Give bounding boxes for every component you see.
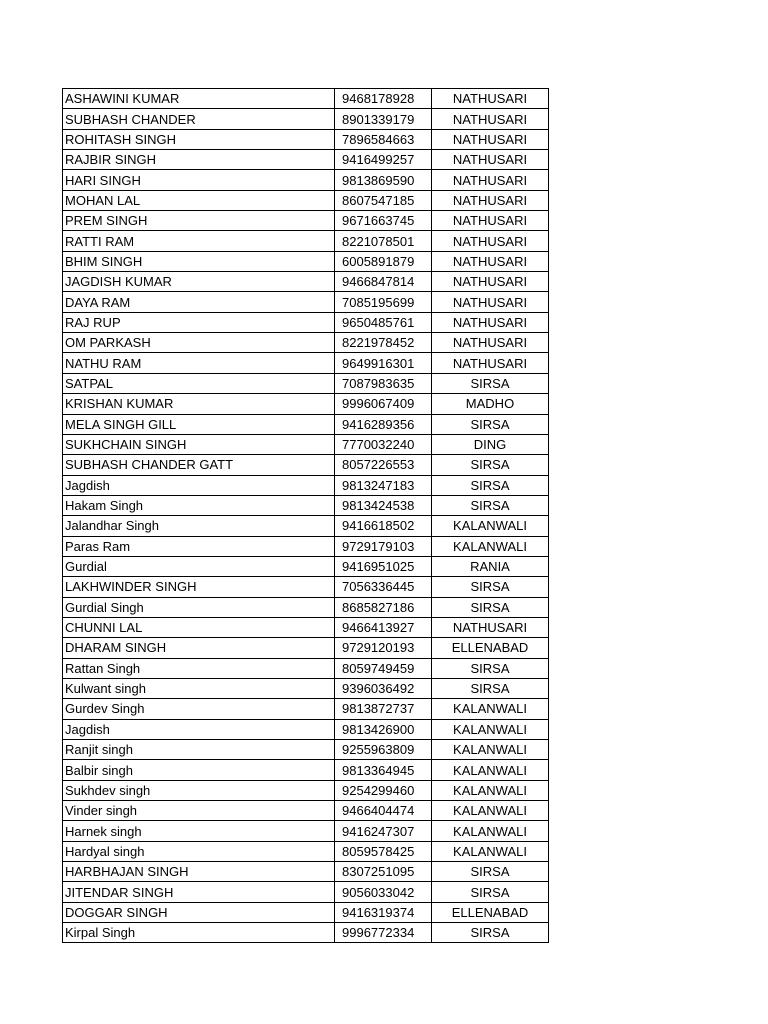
phone-cell: 7087983635 bbox=[335, 373, 432, 393]
table-row bbox=[63, 109, 549, 129]
table-row bbox=[63, 251, 549, 271]
phone-cell: 9416618502 bbox=[335, 516, 432, 536]
phone-cell: 9416319374 bbox=[335, 902, 432, 922]
name-cell: Sukhdev singh bbox=[63, 780, 335, 800]
phone-cell: 9416499257 bbox=[335, 150, 432, 170]
phone-cell: 9416951025 bbox=[335, 556, 432, 576]
place-cell: NATHUSARI bbox=[432, 333, 549, 353]
table-row bbox=[63, 678, 549, 698]
phone-cell: 9650485761 bbox=[335, 312, 432, 332]
phone-cell: 9996772334 bbox=[335, 923, 432, 943]
table-row bbox=[63, 333, 549, 353]
place-cell: KALANWALI bbox=[432, 760, 549, 780]
name-cell: DAYA RAM bbox=[63, 292, 335, 312]
place-cell: KALANWALI bbox=[432, 841, 549, 861]
phone-cell: 9255963809 bbox=[335, 740, 432, 760]
table-row bbox=[63, 801, 549, 821]
table-row bbox=[63, 272, 549, 292]
place-cell: SIRSA bbox=[432, 597, 549, 617]
table-row bbox=[63, 434, 549, 454]
name-cell: ASHAWINI KUMAR bbox=[63, 89, 335, 109]
phone-cell: 8059578425 bbox=[335, 841, 432, 861]
place-cell: NATHUSARI bbox=[432, 211, 549, 231]
place-cell: NATHUSARI bbox=[432, 129, 549, 149]
place-cell: SIRSA bbox=[432, 373, 549, 393]
name-cell: Hakam Singh bbox=[63, 495, 335, 515]
phone-cell: 9254299460 bbox=[335, 780, 432, 800]
table-row bbox=[63, 516, 549, 536]
name-cell: SUKHCHAIN SINGH bbox=[63, 434, 335, 454]
phone-cell: 9813424538 bbox=[335, 495, 432, 515]
name-cell: Jalandhar Singh bbox=[63, 516, 335, 536]
place-cell: NATHUSARI bbox=[432, 190, 549, 210]
phone-cell: 9056033042 bbox=[335, 882, 432, 902]
name-cell: CHUNNI LAL bbox=[63, 617, 335, 637]
phone-cell: 8057226553 bbox=[335, 455, 432, 475]
contact-table-body bbox=[63, 89, 549, 943]
place-cell: KALANWALI bbox=[432, 536, 549, 556]
table-row bbox=[63, 902, 549, 922]
place-cell: SIRSA bbox=[432, 414, 549, 434]
phone-cell: 8221978452 bbox=[335, 333, 432, 353]
place-cell: DING bbox=[432, 434, 549, 454]
place-cell: NATHUSARI bbox=[432, 353, 549, 373]
table-row bbox=[63, 638, 549, 658]
table-row bbox=[63, 556, 549, 576]
name-cell: Balbir singh bbox=[63, 760, 335, 780]
place-cell: NATHUSARI bbox=[432, 231, 549, 251]
phone-cell: 8059749459 bbox=[335, 658, 432, 678]
name-cell: Jagdish bbox=[63, 719, 335, 739]
phone-cell: 7085195699 bbox=[335, 292, 432, 312]
name-cell: DOGGAR SINGH bbox=[63, 902, 335, 922]
name-cell: SATPAL bbox=[63, 373, 335, 393]
phone-cell: 9813426900 bbox=[335, 719, 432, 739]
place-cell: SIRSA bbox=[432, 678, 549, 698]
table-row bbox=[63, 373, 549, 393]
place-cell: RANIA bbox=[432, 556, 549, 576]
table-row bbox=[63, 760, 549, 780]
table-row bbox=[63, 719, 549, 739]
name-cell: KRISHAN KUMAR bbox=[63, 394, 335, 414]
table-row bbox=[63, 190, 549, 210]
table-row bbox=[63, 231, 549, 251]
phone-cell: 9813872737 bbox=[335, 699, 432, 719]
place-cell: NATHUSARI bbox=[432, 312, 549, 332]
place-cell: NATHUSARI bbox=[432, 89, 549, 109]
place-cell: KALANWALI bbox=[432, 821, 549, 841]
table-row bbox=[63, 353, 549, 373]
table-row bbox=[63, 617, 549, 637]
table-row bbox=[63, 211, 549, 231]
table-row bbox=[63, 495, 549, 515]
name-cell: JAGDISH KUMAR bbox=[63, 272, 335, 292]
phone-cell: 6005891879 bbox=[335, 251, 432, 271]
place-cell: NATHUSARI bbox=[432, 251, 549, 271]
phone-cell: 9396036492 bbox=[335, 678, 432, 698]
phone-cell: 8685827186 bbox=[335, 597, 432, 617]
name-cell: RAJ RUP bbox=[63, 312, 335, 332]
table-row bbox=[63, 577, 549, 597]
name-cell: DHARAM SINGH bbox=[63, 638, 335, 658]
name-cell: Vinder singh bbox=[63, 801, 335, 821]
phone-cell: 9813364945 bbox=[335, 760, 432, 780]
place-cell: KALANWALI bbox=[432, 699, 549, 719]
name-cell: BHIM SINGH bbox=[63, 251, 335, 271]
place-cell: SIRSA bbox=[432, 658, 549, 678]
table-row bbox=[63, 170, 549, 190]
place-cell: KALANWALI bbox=[432, 780, 549, 800]
name-cell: Jagdish bbox=[63, 475, 335, 495]
place-cell: SIRSA bbox=[432, 577, 549, 597]
name-cell: Paras Ram bbox=[63, 536, 335, 556]
name-cell: LAKHWINDER SINGH bbox=[63, 577, 335, 597]
phone-cell: 8901339179 bbox=[335, 109, 432, 129]
name-cell: Kirpal Singh bbox=[63, 923, 335, 943]
table-row bbox=[63, 740, 549, 760]
table-row bbox=[63, 597, 549, 617]
phone-cell: 9416289356 bbox=[335, 414, 432, 434]
phone-cell: 9468178928 bbox=[335, 89, 432, 109]
table-row bbox=[63, 394, 549, 414]
place-cell: NATHUSARI bbox=[432, 272, 549, 292]
phone-cell: 9671663745 bbox=[335, 211, 432, 231]
name-cell: JITENDAR SINGH bbox=[63, 882, 335, 902]
phone-cell: 9729179103 bbox=[335, 536, 432, 556]
table-row bbox=[63, 780, 549, 800]
name-cell: RAJBIR SINGH bbox=[63, 150, 335, 170]
name-cell: Gurdial bbox=[63, 556, 335, 576]
place-cell: ELLENABAD bbox=[432, 638, 549, 658]
phone-cell: 9996067409 bbox=[335, 394, 432, 414]
name-cell: HARI SINGH bbox=[63, 170, 335, 190]
table-row bbox=[63, 821, 549, 841]
name-cell: SUBHASH CHANDER bbox=[63, 109, 335, 129]
name-cell: Hardyal singh bbox=[63, 841, 335, 861]
phone-cell: 7056336445 bbox=[335, 577, 432, 597]
name-cell: HARBHAJAN SINGH bbox=[63, 862, 335, 882]
name-cell: PREM SINGH bbox=[63, 211, 335, 231]
place-cell: NATHUSARI bbox=[432, 292, 549, 312]
table-row bbox=[63, 150, 549, 170]
name-cell: ROHITASH SINGH bbox=[63, 129, 335, 149]
phone-cell: 9729120193 bbox=[335, 638, 432, 658]
table-row bbox=[63, 89, 549, 109]
table-row bbox=[63, 455, 549, 475]
table-row bbox=[63, 414, 549, 434]
name-cell: Gurdev Singh bbox=[63, 699, 335, 719]
place-cell: KALANWALI bbox=[432, 516, 549, 536]
phone-cell: 7896584663 bbox=[335, 129, 432, 149]
table-row bbox=[63, 292, 549, 312]
name-cell: NATHU RAM bbox=[63, 353, 335, 373]
table-row bbox=[63, 475, 549, 495]
table-row bbox=[63, 699, 549, 719]
place-cell: KALANWALI bbox=[432, 719, 549, 739]
place-cell: NATHUSARI bbox=[432, 150, 549, 170]
name-cell: SUBHASH CHANDER GATT bbox=[63, 455, 335, 475]
phone-cell: 9416247307 bbox=[335, 821, 432, 841]
place-cell: SIRSA bbox=[432, 455, 549, 475]
name-cell: Rattan Singh bbox=[63, 658, 335, 678]
place-cell: MADHO bbox=[432, 394, 549, 414]
table-row bbox=[63, 882, 549, 902]
phone-cell: 7770032240 bbox=[335, 434, 432, 454]
table-row bbox=[63, 923, 549, 943]
name-cell: MELA SINGH GILL bbox=[63, 414, 335, 434]
name-cell: MOHAN LAL bbox=[63, 190, 335, 210]
table-row bbox=[63, 536, 549, 556]
place-cell: NATHUSARI bbox=[432, 617, 549, 637]
phone-cell: 9466413927 bbox=[335, 617, 432, 637]
place-cell: SIRSA bbox=[432, 495, 549, 515]
phone-cell: 9649916301 bbox=[335, 353, 432, 373]
name-cell: Ranjit singh bbox=[63, 740, 335, 760]
phone-cell: 8307251095 bbox=[335, 862, 432, 882]
table-row bbox=[63, 129, 549, 149]
name-cell: Harnek singh bbox=[63, 821, 335, 841]
table-row bbox=[63, 658, 549, 678]
phone-cell: 9813247183 bbox=[335, 475, 432, 495]
name-cell: Kulwant singh bbox=[63, 678, 335, 698]
phone-cell: 9466404474 bbox=[335, 801, 432, 821]
name-cell: RATTI RAM bbox=[63, 231, 335, 251]
contact-table bbox=[62, 88, 549, 943]
phone-cell: 9813869590 bbox=[335, 170, 432, 190]
table-row bbox=[63, 312, 549, 332]
table-row bbox=[63, 841, 549, 861]
place-cell: NATHUSARI bbox=[432, 109, 549, 129]
place-cell: KALANWALI bbox=[432, 801, 549, 821]
place-cell: SIRSA bbox=[432, 923, 549, 943]
place-cell: SIRSA bbox=[432, 475, 549, 495]
place-cell: KALANWALI bbox=[432, 740, 549, 760]
phone-cell: 8607547185 bbox=[335, 190, 432, 210]
phone-cell: 8221078501 bbox=[335, 231, 432, 251]
name-cell: OM PARKASH bbox=[63, 333, 335, 353]
phone-cell: 9466847814 bbox=[335, 272, 432, 292]
place-cell: SIRSA bbox=[432, 882, 549, 902]
name-cell: Gurdial Singh bbox=[63, 597, 335, 617]
place-cell: NATHUSARI bbox=[432, 170, 549, 190]
table-row bbox=[63, 862, 549, 882]
place-cell: SIRSA bbox=[432, 862, 549, 882]
place-cell: ELLENABAD bbox=[432, 902, 549, 922]
